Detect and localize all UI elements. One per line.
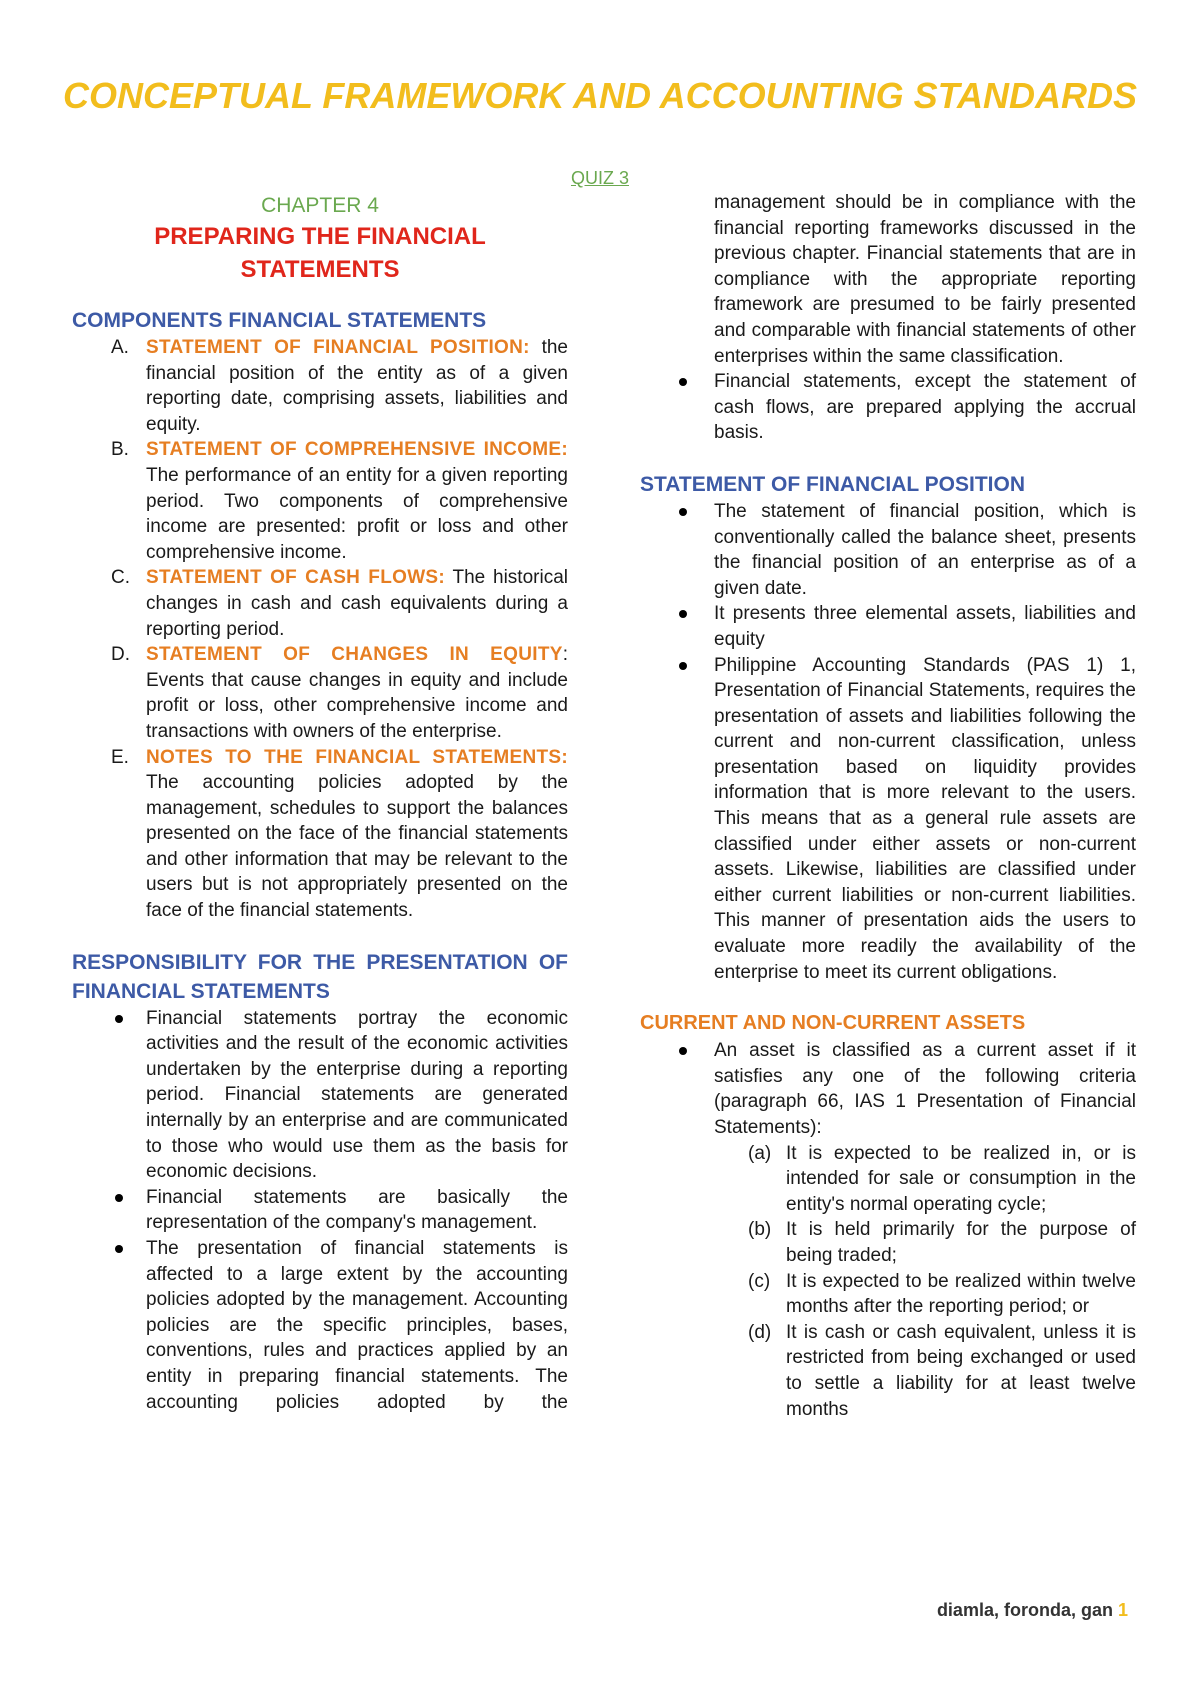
bullet-item (640, 601, 1136, 652)
bullet-item (72, 1236, 568, 1415)
item-marker: (a) (748, 1142, 772, 1164)
component-term: STATEMENT OF CASH FLOWS: (146, 567, 446, 589)
item-marker: E. (111, 746, 129, 768)
component-text: The performance of an entity for a given reporting period. Two components of comprehensive income are presented: profit or loss and other comprehensive income. (146, 464, 568, 563)
criteria-item (640, 1269, 1136, 1320)
component-item (72, 437, 568, 565)
component-term: STATEMENT OF CHANGES IN EQUITY (146, 644, 563, 666)
bullet-text: It presents three elemental assets, liabilities and equity (714, 603, 1136, 650)
bullet-text: The statement of financial position, which is conventionally called the balance sheet, presents the financial position of an enterprise as of a given date. (714, 500, 1136, 599)
footer-authors: diamla, foronda, gan (936, 1600, 1113, 1620)
bullet-dot (679, 508, 687, 516)
bullet-dot (115, 1015, 123, 1023)
bullet-item (72, 1006, 568, 1185)
sofp-list (640, 499, 1136, 985)
bullet-dot (115, 1194, 123, 1202)
item-marker: B. (111, 439, 129, 461)
item-marker: (b) (748, 1219, 772, 1241)
component-text: The accounting policies adopted by the management, schedules to support the balances presented on the face of the financial statements and other information that may be relevant to the users but is not appropriately presented on the face of the financial statements. (146, 772, 568, 922)
chapter-label: CHAPTER 4 (261, 194, 379, 217)
component-term: STATEMENT OF COMPREHENSIVE INCOME: (146, 439, 568, 461)
item-marker: (d) (748, 1321, 772, 1343)
continuation-text (640, 190, 1136, 369)
right-column (640, 190, 1136, 1422)
bullet-text: Financial statements portray the economic activities and the result of the economic activities undertaken by the enterprise during a reporting period. Financial statements are generated internally by an enterprise and are communicated to those who would use them as the basis for economic decisions. (146, 1007, 568, 1183)
bullet-text: Philippine Accounting Standards (PAS 1) 1, Presentation of Financial Statements, requires the presentation of assets and liabilities following the current and non-current classification, unless presentation based on liquidity provides information that is more relevant to the users. This means that as a general rule assets are classified under either assets or non-current assets. Likewise, liabilities are classified under either current liabilities or non-current liabilities. This manner of presentation aids the users to evaluate more readily the availability of the enterprise to meet its current obligations. (714, 654, 1136, 983)
document-title: CONCEPTUAL FRAMEWORK AND ACCOUNTING STANDARDS (63, 75, 1137, 116)
left-column (72, 190, 568, 1415)
bullet-text: The presentation of financial statements is affected to a large extent by the accounting policies adopted by the management. Accounting policies are the specific principles, bases, conventions, rules and practices applied by an entity in preparing financial statements. The accounting policies adopted by the (146, 1238, 568, 1413)
chapter-title: PREPARING THE FINANCIAL STATEMENTS (154, 223, 486, 283)
components-heading: COMPONENTS FINANCIAL STATEMENTS (72, 309, 487, 332)
component-text: the financial position of the entity as of a given reporting date, comprising assets, liabilities and equity. (146, 337, 568, 435)
component-text: The historical changes in cash and cash equivalents during a reporting period. (146, 567, 568, 640)
bullet-dot (679, 662, 687, 670)
criteria-item (640, 1141, 1136, 1218)
component-item (72, 642, 568, 744)
page-number: 1 (1117, 1600, 1128, 1620)
assets-list (640, 1038, 1136, 1140)
quiz-label: QUIZ 3 (570, 168, 629, 188)
bullet-item (640, 369, 1136, 446)
continuation-list (640, 190, 1136, 446)
component-text: : Events that cause changes in equity and include profit or loss, other comprehensive income and transactions with owners of the enterprise. (146, 644, 568, 742)
bullet-item (640, 499, 1136, 601)
bullet-text: An asset is classified as a current asset if it satisfies any one of the following criteria (paragraph 66, IAS 1 Presentation of Financial Statements): (714, 1040, 1136, 1138)
bullet-dot (679, 1047, 687, 1055)
components-list (72, 335, 568, 924)
component-term: STATEMENT OF FINANCIAL POSITION: (146, 337, 530, 358)
bullet-dot (679, 610, 687, 618)
component-item (72, 745, 568, 924)
criteria-text: It is expected to be realized in, or is intended for sale or consumption in the entity's normal operating cycle; (786, 1142, 1136, 1215)
item-marker: D. (111, 644, 130, 666)
criteria-text: It is cash or cash equivalent, unless it is restricted from being exchanged or used to settle a liability for at least twelve months (786, 1321, 1136, 1420)
assets-heading: CURRENT AND NON-CURRENT ASSETS (640, 1012, 1026, 1035)
bullet-item (72, 1185, 568, 1236)
bullet-text: management should be in compliance with the financial reporting frameworks discussed in the previous chapter. Financial statements that are in compliance with the appropriate reporting framework are presumed to be fairly presented and comparable with financial statements of other enterprises within the same classification. (714, 192, 1136, 367)
item-marker: (c) (748, 1270, 771, 1292)
responsibility-list (72, 1006, 568, 1416)
criteria-text: It is expected to be realized within twelve months after the reporting period; or (786, 1270, 1136, 1318)
component-item (72, 335, 568, 437)
criteria-text: It is held primarily for the purpose of being traded; (786, 1219, 1136, 1266)
criteria-item (640, 1217, 1136, 1268)
responsibility-heading: RESPONSIBILITY FOR THE PRESENTATION OF FINANCIAL STATEMENTS (72, 950, 568, 1003)
item-marker: C. (111, 567, 130, 589)
sofp-heading: STATEMENT OF FINANCIAL POSITION (640, 472, 1025, 496)
page-footer (937, 1600, 1128, 1621)
component-item (72, 565, 568, 642)
criteria-list (640, 1141, 1136, 1423)
bullet-text: Financial statements are basically the representation of the company's management. (146, 1186, 568, 1234)
bullet-text: Financial statements, except the statement of cash flows, are prepared applying the accrual basis. (714, 371, 1136, 444)
criteria-item (640, 1320, 1136, 1422)
item-marker: A. (111, 337, 129, 358)
bullet-dot (115, 1245, 123, 1253)
bullet-item (640, 1038, 1136, 1140)
component-term: NOTES TO THE FINANCIAL STATEMENTS: (146, 746, 568, 768)
bullet-dot (679, 378, 687, 386)
bullet-item (640, 653, 1136, 986)
